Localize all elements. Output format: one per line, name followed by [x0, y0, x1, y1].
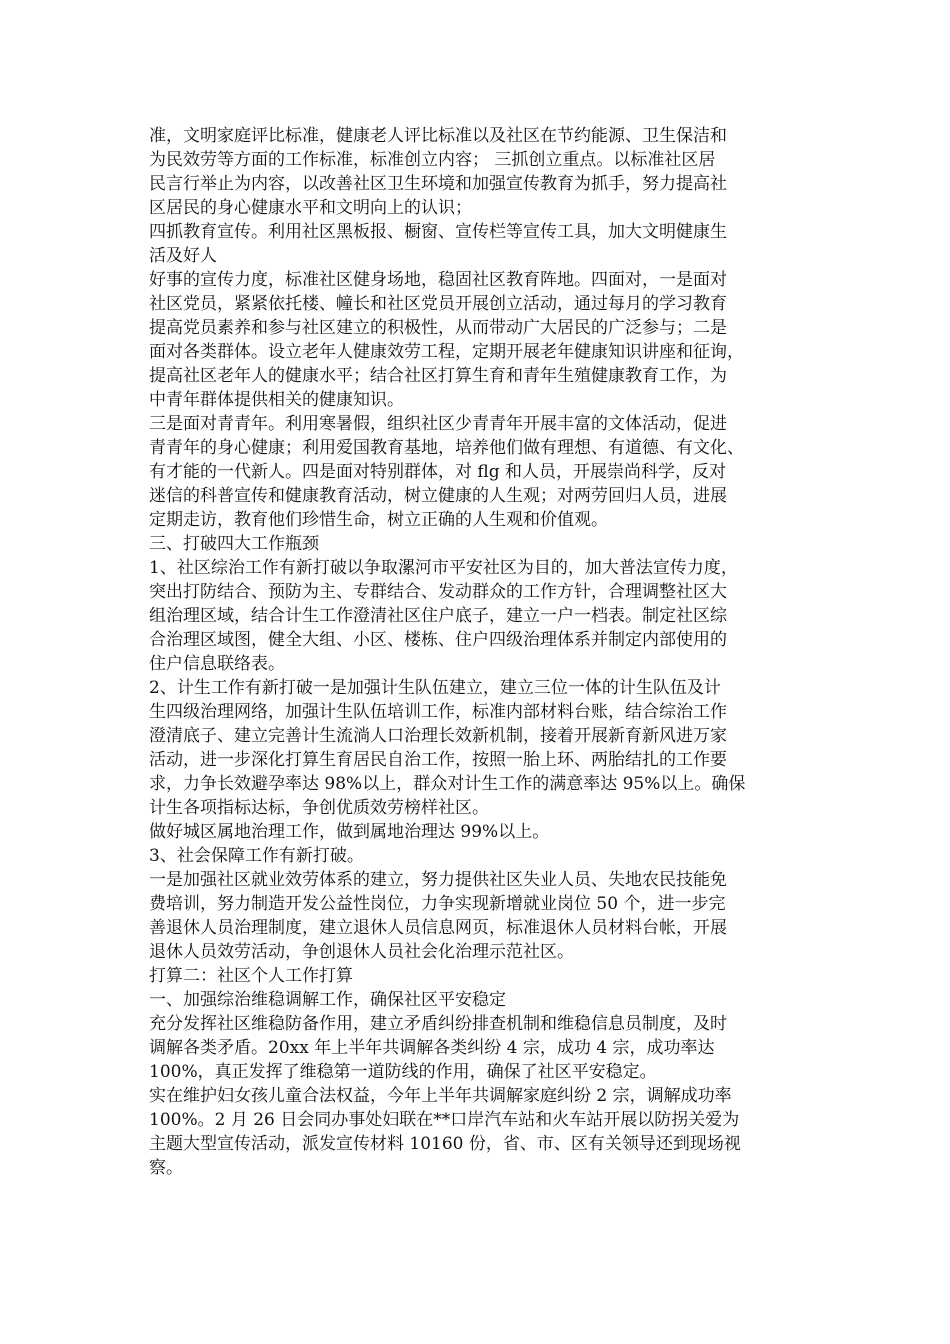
text-line: 费培训，努力制造开发公益性岗位，力争实现新增就业岗位 50 个，进一步完 [149, 894, 726, 914]
text-line: 住户信息联络表。 [149, 654, 285, 674]
text-line: 社区党员，紧紧依托楼、幢长和社区党员开展创立活动，通过每月的学习教育 [149, 294, 727, 314]
text-line: 区居民的身心健康水平和文明向上的认识； [149, 198, 472, 218]
text-line: 3、社会保障工作有新打破。 [149, 846, 364, 866]
text-line: 一、加强综治维稳调解工作，确保社区平安稳定 [149, 990, 506, 1010]
text-line: 有才能的一代新人。四是面对特别群体，对 flg 和人员，开展崇尚科学，反对 [149, 462, 727, 482]
text-line: 活及好人 [149, 246, 217, 266]
text-line: 突出打防结合、预防为主、专群结合、发动群众的工作方针，合理调整社区大 [149, 582, 727, 602]
text-line: 计生各项指标达标，争创优质效劳榜样社区。 [149, 798, 489, 818]
text-line: 100%。2 月 26 日会同办事处妇联在**口岸汽车站和火车站开展以防拐关爱为 [149, 1110, 740, 1130]
text-line: 察。 [149, 1158, 183, 1178]
text-line: 合治理区域图，健全大组、小区、楼栋、住户四级治理体系并制定内部使用的 [149, 630, 727, 650]
text-line: 2、计生工作有新打破一是加强计生队伍建立，建立三位一体的计生队伍及计 [149, 678, 721, 698]
text-line: 迷信的科普宣传和健康教育活动，树立健康的人生观；对两劳回归人员，进展 [149, 486, 727, 506]
text-line: 100%，真正发挥了维稳第一道防线的作用，确保了社区平安稳定。 [149, 1062, 657, 1082]
text-line: 充分发挥社区维稳防备作用，建立矛盾纠纷排查机制和维稳信息员制度，及时 [149, 1014, 727, 1034]
text-line: 主题大型宣传活动，派发宣传材料 10160 份，省、市、区有关领导还到现场视 [149, 1134, 741, 1154]
text-line: 实在维护妇女孩儿童合法权益，今年上半年共调解家庭纠纷 2 宗，调解成功率 [149, 1086, 732, 1106]
text-line: 退休人员效劳活动，争创退休人员社会化治理示范社区。 [149, 942, 574, 962]
document-body [149, 124, 829, 1180]
text-line: 求，力争长效避孕率达 98%以上，群众对计生工作的满意率达 95%以上。确保 [149, 774, 746, 794]
text-line: 提高社区老年人的健康水平；结合社区打算生育和青年生殖健康教育工作，为 [149, 366, 727, 386]
text-line: 好事的宣传力度，标准社区健身场地，稳固社区教育阵地。四面对，一是面对 [149, 270, 727, 290]
text-line: 三、打破四大工作瓶颈 [149, 534, 319, 554]
text-line: 中青年群体提供相关的健康知识。 [149, 390, 404, 410]
text-line: 1、社区综治工作有新打破以争取漯河市平安社区为目的，加大普法宣传力度， [149, 558, 738, 578]
text-line: 定期走访，教育他们珍惜生命，树立正确的人生观和价值观。 [149, 510, 608, 530]
text-line: 三是面对青青年。利用寒暑假，组织社区少青青年开展丰富的文体活动，促进 [149, 414, 727, 434]
text-line: 组治理区域，结合计生工作澄清社区住户底子，建立一户一档表。制定社区综 [149, 606, 727, 626]
text-line: 打算二：社区个人工作打算 [149, 966, 353, 986]
text-line: 民言行举止为内容，以改善社区卫生环境和加强宣传教育为抓手，努力提高社 [149, 174, 727, 194]
text-line: 生四级治理网络，加强计生队伍培训工作，标准内部材料台账，结合综治工作 [149, 702, 727, 722]
text-line: 青青年的身心健康；利用爱国教育基地，培养他们做有理想、有道德、有文化、 [149, 438, 744, 458]
text-line: 善退休人员治理制度，建立退休人员信息网页，标准退休人员材料台帐，开展 [149, 918, 727, 938]
text-line: 准，文明家庭评比标准，健康老人评比标准以及社区在节约能源、卫生保洁和 [149, 126, 727, 146]
text-line: 活动，进一步深化打算生育居民自治工作，按照一胎上环、两胎结扎的工作要 [149, 750, 727, 770]
text-line: 一是加强社区就业效劳体系的建立，努力提供社区失业人员、失地农民技能免 [149, 870, 727, 890]
text-line: 做好城区属地治理工作，做到属地治理达 99%以上。 [149, 822, 550, 842]
text-line: 面对各类群体。设立老年人健康效劳工程，定期开展老年健康知识讲座和征询， [149, 342, 744, 362]
text-line: 为民效劳等方面的工作标准，标准创立内容； 三抓创立重点。以标准社区居 [149, 150, 716, 170]
text-line: 四抓教育宣传。利用社区黑板报、橱窗、宣传栏等宣传工具，加大文明健康生 [149, 222, 727, 242]
text-line: 调解各类矛盾。20xx 年上半年共调解各类纠纷 4 宗，成功 4 宗，成功率达 [149, 1038, 715, 1058]
text-line: 提高党员素养和参与社区建立的积极性，从而带动广大居民的广泛参与；二是 [149, 318, 727, 338]
text-line: 澄清底子、建立完善计生流淌人口治理长效新机制，接着开展新育新风进万家 [149, 726, 727, 746]
